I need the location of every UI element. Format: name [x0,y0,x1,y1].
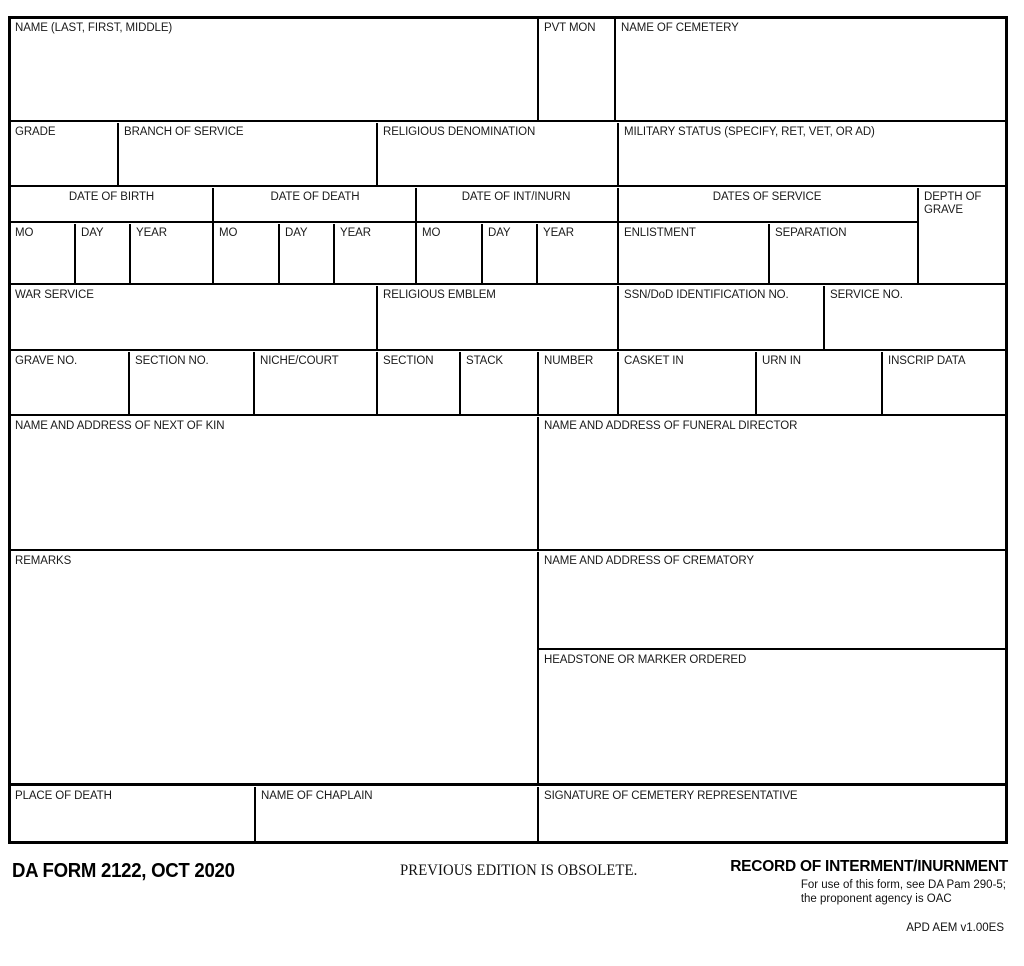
rule-v-emblem-left [376,286,378,349]
field-military-status-label: MILITARY STATUS (SPECIFY, RET, VET, OR AD) [624,126,875,138]
rule-v-ssn-left [617,286,619,349]
field-service-no[interactable] [826,286,1005,349]
field-dod-day-label: DAY [285,227,308,239]
rule-v-doi-day-left [481,224,483,283]
field-next-of-kin[interactable] [11,417,538,549]
field-separation-label: SEPARATION [775,227,847,239]
field-ssn-dod-id[interactable] [620,286,820,349]
rule-v-doi-left [415,188,417,283]
field-name-of-chaplain[interactable] [257,787,537,841]
field-section[interactable] [379,352,456,414]
field-name-of-cemetery[interactable] [617,19,1005,120]
use-note-line2: the proponent agency is OAC [800,893,952,905]
field-separation[interactable] [771,224,917,283]
field-funeral-director-label: NAME AND ADDRESS OF FUNERAL DIRECTOR [544,420,798,432]
use-note-line1: For use of this form, see DA Pam 290-5; [800,879,1006,891]
rule-v-milstatus-left [617,123,619,185]
rule-v-chaplain-left [254,787,256,841]
field-inscrip-data-label: INSCRIP DATA [888,355,966,367]
rule-v-stack-left [459,352,461,414]
field-military-status[interactable] [620,123,1005,185]
field-depth-of-grave[interactable] [920,188,1005,248]
rule-v-depth-left [917,188,919,283]
field-dod-mo-label: MO [219,227,238,239]
rule-h-row4-bottom [11,349,1005,351]
field-crematory-label: NAME AND ADDRESS OF CREMATORY [544,555,754,567]
field-branch-of-service[interactable] [120,123,374,185]
field-dob-year-label: YEAR [136,227,167,239]
field-crematory[interactable] [540,552,1005,648]
rule-h-row5-bottom [11,414,1005,416]
rule-v-serviceno-left [823,286,825,349]
previous-edition-notice: PREVIOUS EDITION IS OBSOLETE. [400,862,638,879]
field-grade-label: GRADE [15,126,56,138]
record-title: RECORD OF INTERMENT/INURNMENT [730,858,1008,875]
field-place-of-death-label: PLACE OF DEATH [15,790,112,802]
field-doi-day-label: DAY [488,227,511,239]
field-urn-in[interactable] [758,352,878,414]
group-dates-of-service [617,188,917,221]
form-footer [0,846,1024,966]
field-branch-of-service-label: BRANCH OF SERVICE [124,126,244,138]
field-next-of-kin-label: NAME AND ADDRESS OF NEXT OF KIN [15,420,225,432]
rule-v-dod-year-left [333,224,335,283]
rule-v-doi-year-left [536,224,538,283]
field-war-service-label: WAR SERVICE [15,289,94,301]
rule-v-dos-left [617,188,619,283]
field-name-label: NAME (LAST, FIRST, MIDDLE) [15,22,173,34]
rule-v-inscrip-left [881,352,883,414]
field-religious-denomination[interactable] [379,123,614,185]
form-number: DA FORM 2122, OCT 2020 [12,860,235,882]
group-date-of-int-inurn [418,188,614,221]
field-signature-label: SIGNATURE OF CEMETERY REPRESENTATIVE [544,790,798,802]
field-number[interactable] [540,352,614,414]
field-pvt-mon[interactable] [540,19,615,120]
field-stack-label: STACK [466,355,503,367]
field-grave-no[interactable] [11,352,125,414]
field-war-service[interactable] [11,286,375,349]
field-casket-in[interactable] [620,352,752,414]
field-headstone[interactable] [540,651,1005,783]
rule-h-row6-bottom [11,549,1005,551]
field-grade[interactable] [11,123,116,185]
rule-h-row1-bottom [11,120,1005,122]
apd-version: APD AEM v1.00ES [906,922,1004,934]
field-section-no-label: SECTION NO. [135,355,209,367]
field-casket-in-label: CASKET IN [624,355,684,367]
rule-h-row7-bottom [11,783,1005,786]
field-urn-in-label: URN IN [762,355,802,367]
rule-v-section-left [376,352,378,414]
field-remarks-label: REMARKS [15,555,72,567]
field-doi-day[interactable] [484,224,536,283]
field-niche-court[interactable] [256,352,373,414]
field-niche-court-label: NICHE/COURT [260,355,339,367]
field-inscrip-data[interactable] [884,352,1005,414]
field-dod-year-label: YEAR [340,227,371,239]
field-funeral-director[interactable] [540,417,1005,549]
rule-v-dod-left [212,188,214,283]
rule-v-niche-left [253,352,255,414]
field-dob-mo[interactable] [11,224,74,283]
rule-v-denom-left [376,123,378,185]
field-doi-mo-label: MO [422,227,441,239]
rule-v-branch-left [117,123,119,185]
field-signature[interactable] [540,787,1005,841]
field-ssn-dod-id-label: SSN/DoD IDENTIFICATION NO. [624,289,789,301]
rule-v-dob-year-left [129,224,131,283]
field-depth-of-grave-label: DEPTH OF GRAVE [924,191,982,216]
rule-v-funeral-left [537,417,539,549]
rule-h-crematory-bottom [537,648,1005,650]
field-pvt-mon-label: PVT MON [544,22,596,34]
rule-v-separation-left [768,224,770,283]
field-dod-day[interactable] [281,224,333,283]
field-section-no[interactable] [131,352,250,414]
field-grave-no-label: GRAVE NO. [15,355,78,367]
field-dob-mo-label: MO [15,227,34,239]
field-place-of-death[interactable] [11,787,254,841]
field-dod-mo[interactable] [215,224,278,283]
field-doi-year-label: YEAR [543,227,574,239]
field-dob-year[interactable] [132,224,212,283]
field-dob-day[interactable] [77,224,129,283]
field-religious-denomination-label: RELIGIOUS DENOMINATION [383,126,536,138]
group-date-of-death [215,188,415,221]
group-date-of-death-label: DATE OF DEATH [270,191,360,203]
field-name-of-chaplain-label: NAME OF CHAPLAIN [261,790,373,802]
rule-h-dategroup-bottom [11,221,917,223]
field-enlistment-label: ENLISTMENT [624,227,696,239]
rule-v-urn-left [755,352,757,414]
field-dod-year[interactable] [336,224,415,283]
rule-v-dob-day-left [74,224,76,283]
field-name-of-cemetery-label: NAME OF CEMETERY [621,22,739,34]
rule-v-pvtmon-left [537,19,539,120]
field-doi-mo[interactable] [418,224,481,283]
group-dates-of-service-label: DATES OF SERVICE [712,191,822,203]
group-date-of-birth [11,188,212,221]
field-religious-emblem-label: RELIGIOUS EMBLEM [383,289,496,301]
rule-v-signature-left [537,787,539,841]
rule-v-cemetery-left [614,19,616,120]
rule-v-sectionno-left [128,352,130,414]
rule-v-dod-day-left [278,224,280,283]
rule-h-row3-bottom [11,283,1005,285]
field-number-label: NUMBER [544,355,594,367]
group-date-of-int-inurn-label: DATE OF INT/INURN [461,191,571,203]
field-dob-day-label: DAY [81,227,104,239]
field-headstone-label: HEADSTONE OR MARKER ORDERED [544,654,747,666]
field-doi-year[interactable] [539,224,614,283]
field-religious-emblem[interactable] [379,286,614,349]
field-remarks[interactable] [11,552,538,783]
field-service-no-label: SERVICE NO. [830,289,903,301]
use-note [801,878,1006,906]
field-enlistment[interactable] [620,224,768,283]
rule-v-crematory-left [537,552,539,783]
field-name[interactable] [11,19,538,120]
field-stack[interactable] [462,352,534,414]
rule-h-row2-bottom [11,185,1005,187]
field-section-label: SECTION [383,355,434,367]
group-date-of-birth-label: DATE OF BIRTH [68,191,155,203]
rule-v-number-left [537,352,539,414]
rule-v-casket-left [617,352,619,414]
